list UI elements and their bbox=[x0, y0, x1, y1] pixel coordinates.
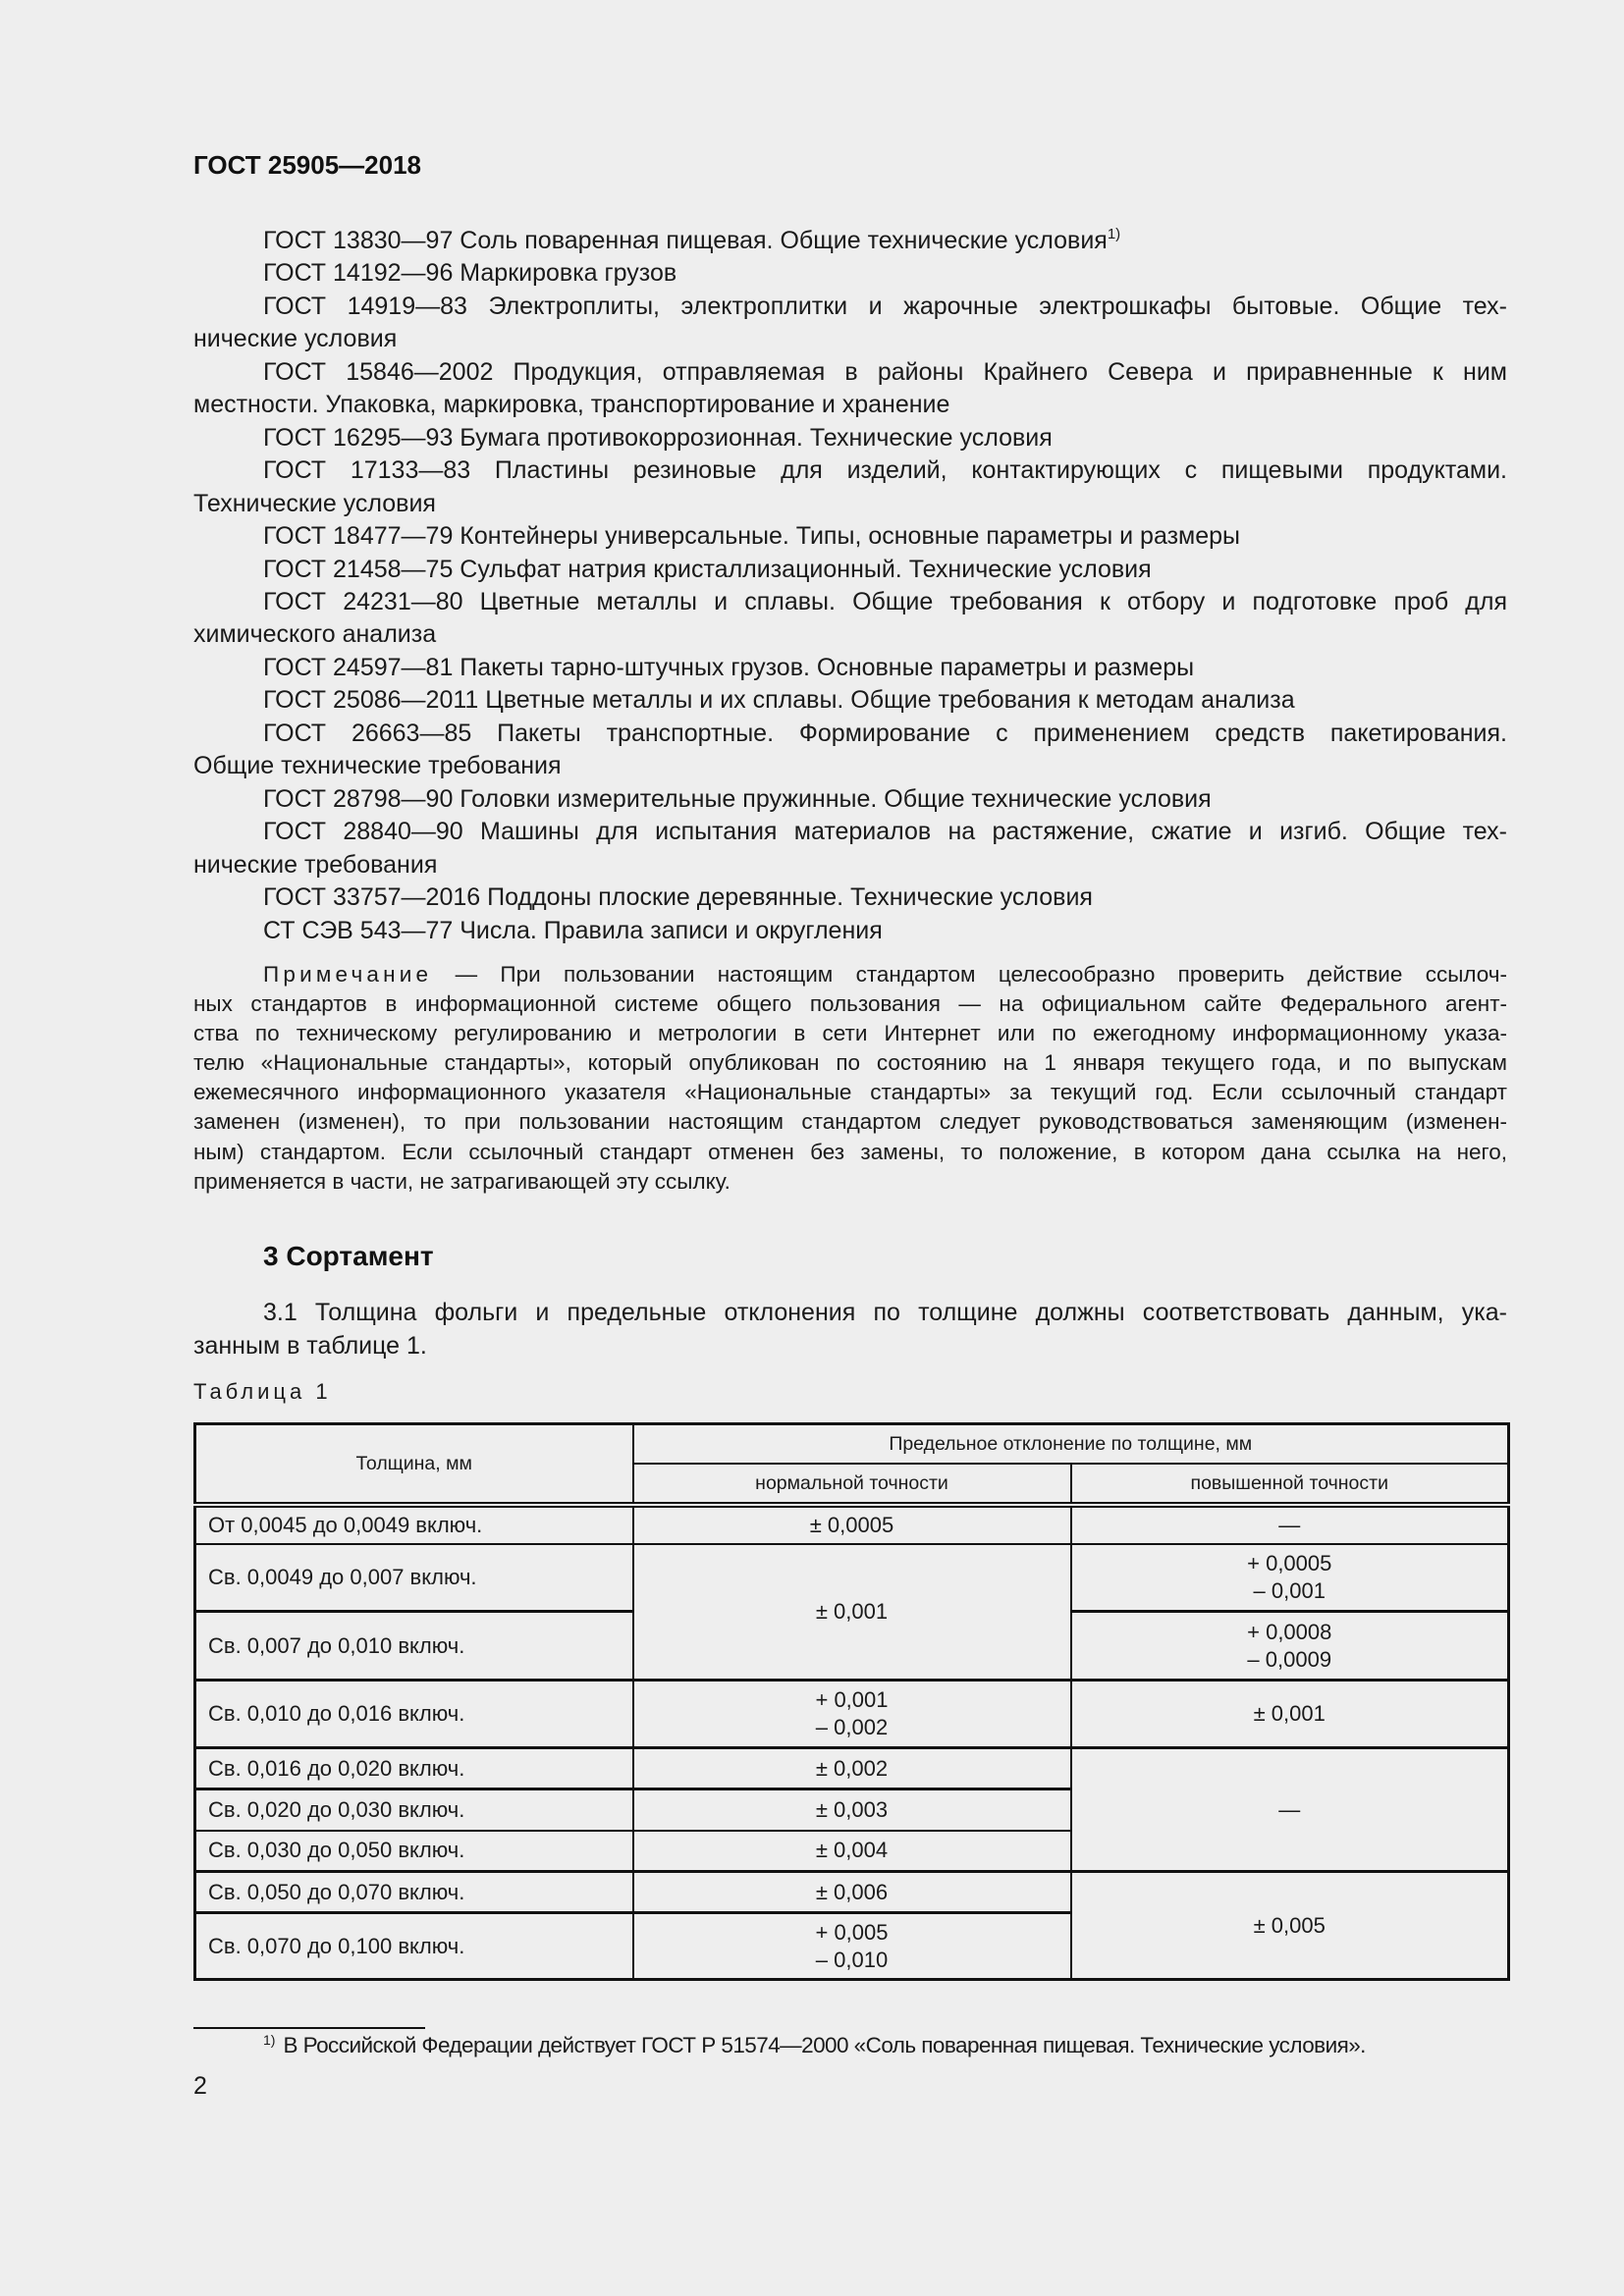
cell-increased: — bbox=[1071, 1748, 1509, 1872]
lower-deviation: – 0,0009 bbox=[1247, 1646, 1332, 1672]
normative-references-list bbox=[193, 225, 1507, 947]
reference-line: ГОСТ 26663—85 Пакеты транспортные. Формирование с применением средств пакетирования. bbox=[263, 719, 1507, 747]
cell-increased: ± 0,005 bbox=[1071, 1872, 1509, 1980]
cell-thickness: Св. 0,050 до 0,070 включ. bbox=[195, 1872, 633, 1913]
note-text: — При пользовании настоящим стандартом целесообразно проверить действие ссылоч- bbox=[455, 962, 1507, 987]
reference-line: Технические условия bbox=[193, 489, 436, 517]
upper-deviation: + 0,0008 bbox=[1247, 1619, 1332, 1644]
reference-line: ГОСТ 28798—90 Головки измерительные пружинные. Общие технические условия bbox=[263, 784, 1212, 813]
cell-increased bbox=[1071, 1612, 1509, 1681]
page-number: 2 bbox=[193, 2072, 207, 2100]
table-row bbox=[195, 1872, 1509, 1913]
reference-line: ГОСТ 14919—83 Электроплиты, электроплитки и жарочные электрошкафы бытовые. Общие тех- bbox=[263, 292, 1507, 320]
note-block bbox=[193, 960, 1507, 1197]
reference-line: ГОСТ 16295—93 Бумага противокоррозионная. Технические условия bbox=[263, 423, 1053, 452]
table-row bbox=[195, 1544, 1509, 1612]
upper-deviation: + 0,001 bbox=[815, 1687, 889, 1712]
cell-normal: ± 0,003 bbox=[633, 1789, 1071, 1831]
footnote-separator bbox=[193, 2027, 425, 2029]
cell-normal: ± 0,002 bbox=[633, 1748, 1071, 1789]
footnote-text: В Российской Федерации действует ГОСТ Р 51574—2000 «Соль поваренная пищевая. Технические условия». bbox=[283, 2033, 1366, 2057]
reference-line: ГОСТ 28840—90 Машины для испытания материалов на растяжение, сжатие и изгиб. Общие тех- bbox=[263, 818, 1507, 846]
reference-line: Общие технические требования bbox=[193, 752, 562, 780]
section-heading: 3 Сортамент bbox=[263, 1241, 434, 1271]
cell-thickness: Св. 0,020 до 0,030 включ. bbox=[195, 1789, 633, 1831]
thickness-tolerance-table bbox=[193, 1422, 1510, 1981]
table-caption: Таблица 1 bbox=[193, 1379, 332, 1404]
header-normal-precision: нормальной точности bbox=[633, 1464, 1071, 1505]
note-line: ным) стандартом. Если ссылочный стандарт отменен без замены, то положение, в котором дана ссылка на него, bbox=[193, 1139, 1507, 1164]
reference-line: ГОСТ 18477—79 Контейнеры универсальные. Типы, основные параметры и размеры bbox=[263, 522, 1240, 551]
cell-increased: ± 0,001 bbox=[1071, 1681, 1509, 1748]
cell-thickness: Св. 0,016 до 0,020 включ. bbox=[195, 1748, 633, 1789]
cell-normal bbox=[633, 1681, 1071, 1748]
table-row bbox=[195, 1748, 1509, 1789]
cell-thickness: Св. 0,007 до 0,010 включ. bbox=[195, 1612, 633, 1681]
reference-line bbox=[193, 225, 1507, 257]
reference-line: нические условия bbox=[193, 325, 398, 353]
cell-thickness: Св. 0,030 до 0,050 включ. bbox=[195, 1831, 633, 1872]
header-increased-precision: повышенной точности bbox=[1071, 1464, 1509, 1505]
lower-deviation: – 0,010 bbox=[815, 1947, 889, 1972]
lower-deviation: – 0,002 bbox=[815, 1715, 889, 1739]
section-paragraph bbox=[193, 1297, 1507, 1362]
reference-line: нические требования bbox=[193, 850, 438, 879]
reference-line: ГОСТ 24597—81 Пакеты тарно-штучных грузов. Основные параметры и размеры bbox=[263, 653, 1195, 681]
lower-deviation: – 0,001 bbox=[1253, 1577, 1326, 1603]
note-line: телю «Национальные стандарты», который опубликован по состоянию на 1 января текущего года, и по выпускам bbox=[193, 1050, 1507, 1076]
footnote-marker: 1) bbox=[263, 2032, 276, 2048]
cell-normal bbox=[633, 1913, 1071, 1980]
cell-normal: ± 0,001 bbox=[633, 1544, 1071, 1681]
cell-normal: ± 0,006 bbox=[633, 1872, 1071, 1913]
upper-deviation: + 0,005 bbox=[815, 1919, 889, 1945]
paragraph-line: занным в таблице 1. bbox=[193, 1331, 427, 1360]
note-line: заменен (изменен), то при пользовании настоящим стандартом следует руководствоваться заменяющим (изменен- bbox=[193, 1109, 1507, 1135]
note-line bbox=[193, 960, 1507, 989]
cell-thickness: От 0,0045 до 0,0049 включ. bbox=[195, 1505, 633, 1544]
reference-line: ГОСТ 17133—83 Пластины резиновые для изделий, контактирующих с пищевыми продуктами. bbox=[263, 456, 1507, 485]
reference-line: ГОСТ 24231—80 Цветные металлы и сплавы. Общие требования к отбору и подготовке проб для bbox=[263, 587, 1507, 615]
reference-text: ГОСТ 13830—97 Соль поваренная пищевая. Общие технические условия bbox=[263, 227, 1108, 254]
footnote-marker: 1) bbox=[1107, 226, 1121, 242]
reference-line: местности. Упаковка, маркировка, транспортирование и хранение bbox=[193, 391, 950, 419]
note-line: ства по техническому регулированию и метрологии в сети Интернет или по ежегодному информационному указа- bbox=[193, 1021, 1507, 1046]
reference-line: ГОСТ 14192—96 Маркировка грузов bbox=[263, 259, 677, 288]
header-deviation-group: Предельное отклонение по толщине, мм bbox=[633, 1424, 1509, 1464]
paragraph-line: 3.1 Толщина фольги и предельные отклонения по толщине должны соответствовать данным, ука- bbox=[263, 1299, 1507, 1326]
cell-thickness: Св. 0,0049 до 0,007 включ. bbox=[195, 1544, 633, 1612]
reference-line: ГОСТ 21458—75 Сульфат натрия кристаллизационный. Технические условия bbox=[263, 555, 1152, 583]
table-header-row bbox=[195, 1424, 1509, 1464]
note-line: применяется в части, не затрагивающей эту ссылку. bbox=[193, 1168, 731, 1194]
note-label: Примечание bbox=[263, 962, 433, 987]
table-row bbox=[195, 1505, 1509, 1544]
reference-line: ГОСТ 33757—2016 Поддоны плоские деревянные. Технические условия bbox=[263, 883, 1093, 912]
reference-line: химического анализа bbox=[193, 620, 437, 649]
header-thickness: Толщина, мм bbox=[195, 1424, 633, 1505]
footnote bbox=[193, 2032, 1507, 2059]
upper-deviation: + 0,0005 bbox=[1247, 1550, 1332, 1575]
cell-increased bbox=[1071, 1544, 1509, 1612]
note-line: ежемесячного информационного указателя «Национальные стандарты» за текущий год. Если ссылочный стандарт bbox=[193, 1080, 1507, 1105]
table-row bbox=[195, 1681, 1509, 1748]
cell-thickness: Св. 0,070 до 0,100 включ. bbox=[195, 1913, 633, 1980]
document-header: ГОСТ 25905—2018 bbox=[193, 150, 421, 180]
cell-thickness: Св. 0,010 до 0,016 включ. bbox=[195, 1681, 633, 1748]
reference-line: ГОСТ 15846—2002 Продукция, отправляемая в районы Крайнего Севера и приравненные к ним bbox=[263, 357, 1507, 386]
reference-line: СТ СЭВ 543—77 Числа. Правила записи и округления bbox=[263, 916, 883, 944]
cell-normal: ± 0,004 bbox=[633, 1831, 1071, 1872]
cell-increased: — bbox=[1071, 1505, 1509, 1544]
note-line: ных стандартов в информационной системе общего пользования — на официальном сайте Федерального агент- bbox=[193, 991, 1507, 1017]
cell-normal: ± 0,0005 bbox=[633, 1505, 1071, 1544]
reference-line: ГОСТ 25086—2011 Цветные металлы и их сплавы. Общие требования к методам анализа bbox=[263, 686, 1295, 715]
